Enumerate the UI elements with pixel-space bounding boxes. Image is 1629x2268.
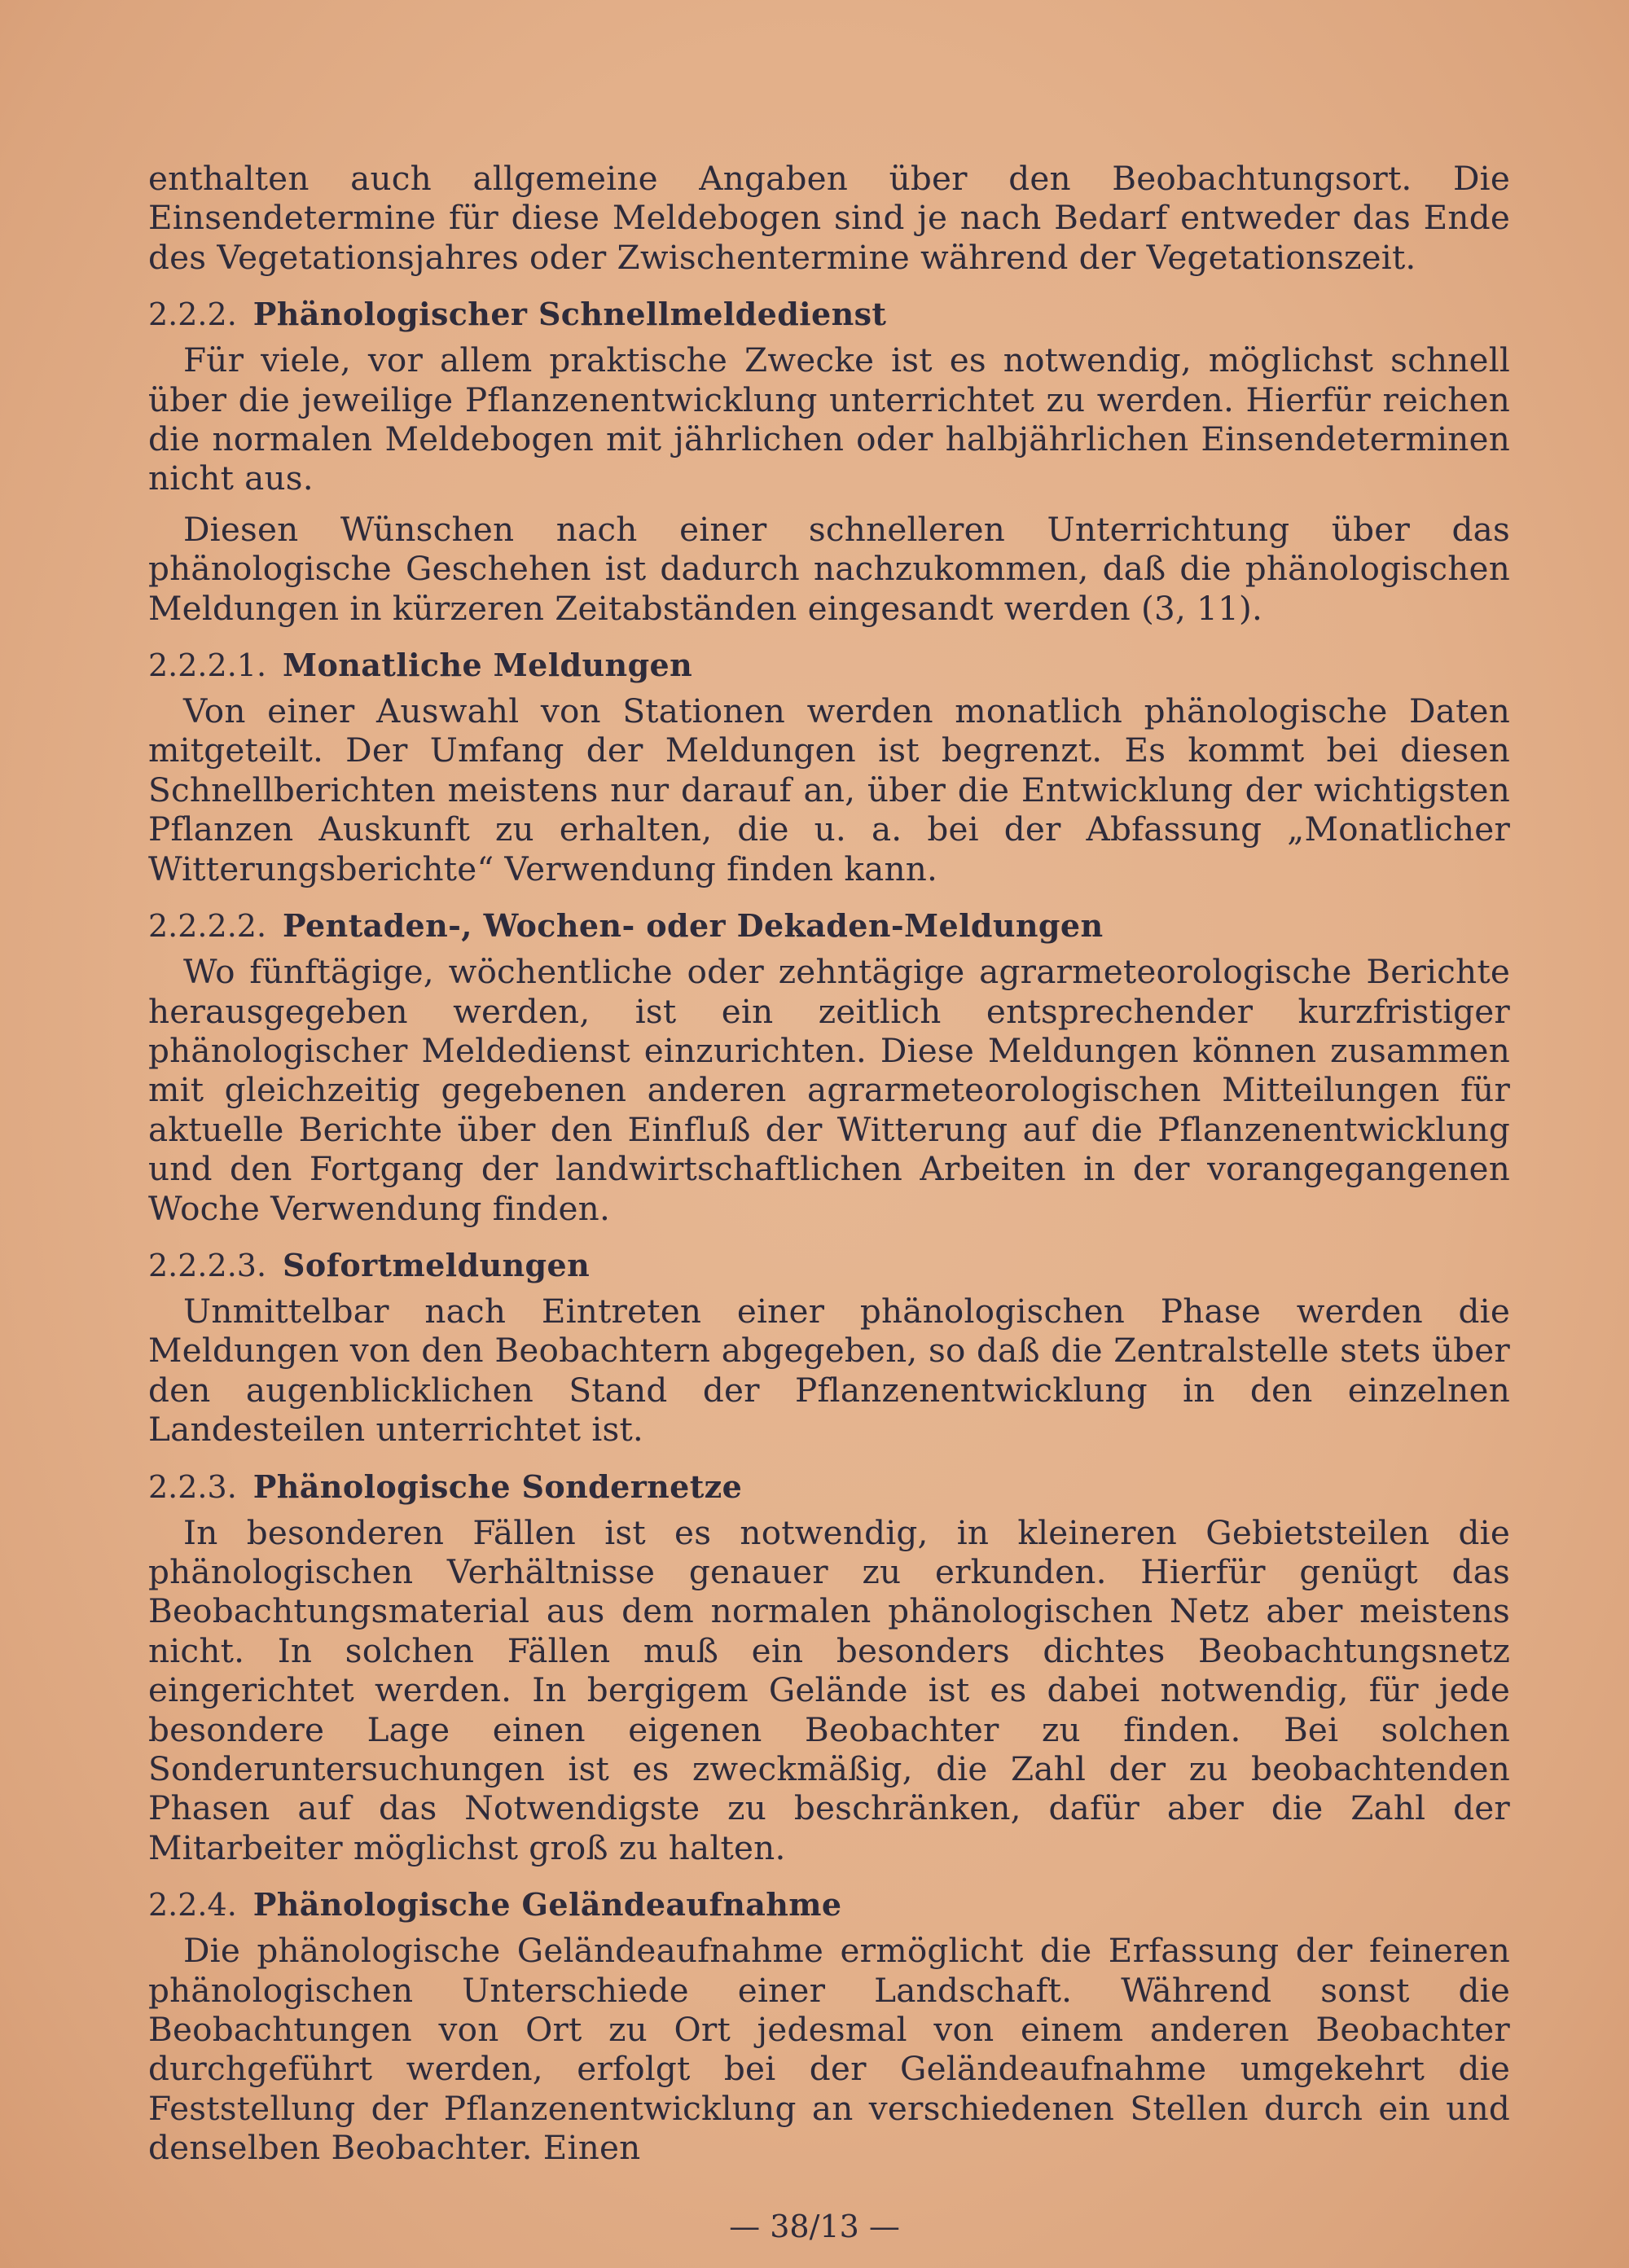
section-title: Monatliche Meldungen: [283, 647, 693, 684]
section-title: Phänologischer Schnellmeldedienst: [252, 296, 887, 333]
section-number: 2.2.4.: [148, 1887, 237, 1924]
section-title: Pentaden-, Wochen- oder Dekaden-Meldungen: [283, 907, 1104, 945]
section-heading-2-2-2-3: [148, 1246, 1510, 1285]
page-number: — 38/13 —: [729, 2209, 900, 2244]
paragraph: Diesen Wünschen nach einer schnelleren Unterrichtung über das phänologische Geschehen ist dadurch nachzukommen, daß die phänologischen Meldungen in kürzeren Zeitabständen eingesandt werden (3, 11).: [148, 509, 1510, 628]
section-heading-2-2-2-2: [148, 906, 1510, 945]
section-heading-2-2-2: [148, 295, 1510, 334]
paragraph: Unmittelbar nach Eintreten einer phänologischen Phase werden die Meldungen von den Beobachtern abgegeben, so daß die Zentralstelle stets über den augenblicklichen Stand der Pflanzenentwicklung in den einzelnen Landesteilen unterrichtet ist.: [148, 1291, 1510, 1450]
section-title: Phänologische Geländeaufnahme: [252, 1886, 842, 1924]
paragraph: Wo fünftägige, wöchentliche oder zehntägige agrarmeteorologische Berichte herausgegeben werden, ist ein zeitlich entsprechender kurzfristiger phänologischer Meldedienst einzurichten. Diese Meldungen können zusammen mit gleichzeitig gegebenen anderen agrarmeteorologischen Mitteilungen für aktuelle Berichte über den Einfluß der Witterung auf die Pflanzenentwicklung und den Fortgang der landwirtschaftlichen Arbeiten in der vorangegangenen Woche Verwendung finden.: [148, 952, 1510, 1228]
section-number: 2.2.2.: [148, 296, 237, 333]
intro-paragraph: enthalten auch allgemeine Angaben über den Beobachtungsort. Die Einsendetermine für diese Meldebogen sind je nach Bedarf entweder das Ende des Vegetationsjahres oder Zwischentermine während der Vegetationszeit.: [148, 159, 1510, 277]
section-heading-2-2-4: [148, 1885, 1510, 1924]
page-body: [148, 159, 1510, 2168]
section-number: 2.2.2.2.: [148, 908, 267, 945]
section-number: 2.2.2.1.: [148, 647, 267, 684]
section-heading-2-2-2-1: [148, 646, 1510, 685]
paragraph: Die phänologische Geländeaufnahme ermöglicht die Erfassung der feineren phänologischen Unterschiede einer Landschaft. Während sonst die Beobachtungen von Ort zu Ort jedesmal von einem anderen Beobachter durchgeführt werden, erfolgt bei der Geländeaufnahme umgekehrt die Feststellung der Pflanzenentwicklung an verschiedenen Stellen durch ein und denselben Beobachter. Einen: [148, 1931, 1510, 2168]
paragraph: Für viele, vor allem praktische Zwecke ist es notwendig, möglichst schnell über die jeweilige Pflanzenentwicklung unterrichtet zu werden. Hierfür reichen die normalen Meldebogen mit jährlichen oder halbjährlichen Einsendeterminen nicht aus.: [148, 340, 1510, 498]
section-number: 2.2.3.: [148, 1468, 237, 1505]
paragraph: In besonderen Fällen ist es notwendig, in kleineren Gebietsteilen die phänologischen Verhältnisse genauer zu erkunden. Hierfür genügt das Beobachtungsmaterial aus dem normalen phänologischen Netz aber meistens nicht. In solchen Fällen muß ein besonders dichtes Beobachtungsnetz eingerichtet werden. In bergigem Gelände ist es dabei notwendig, für jede besondere Lage einen eigenen Beobachter zu finden. Bei solchen Sonderuntersuchungen ist es zweckmäßig, die Zahl der zu beobachtenden Phasen auf das Notwendigste zu beschränken, dafür aber die Zahl der Mitarbeiter möglichst groß zu halten.: [148, 1512, 1510, 1867]
section-number: 2.2.2.3.: [148, 1247, 267, 1283]
section-title: Phänologische Sondernetze: [252, 1467, 743, 1505]
section-heading-2-2-3: [148, 1467, 1510, 1507]
section-title: Sofortmeldungen: [283, 1246, 591, 1283]
paragraph: Von einer Auswahl von Stationen werden monatlich phänologische Daten mitgeteilt. Der Umfang der Meldungen ist begrenzt. Es kommt bei diesen Schnellberichten meistens nur darauf an, über die Entwicklung der wichtigsten Pflanzen Auskunft zu erhalten, die u. a. bei der Abfassung „Monatlicher Witterungsberichte“ Verwendung finden kann.: [148, 691, 1510, 888]
